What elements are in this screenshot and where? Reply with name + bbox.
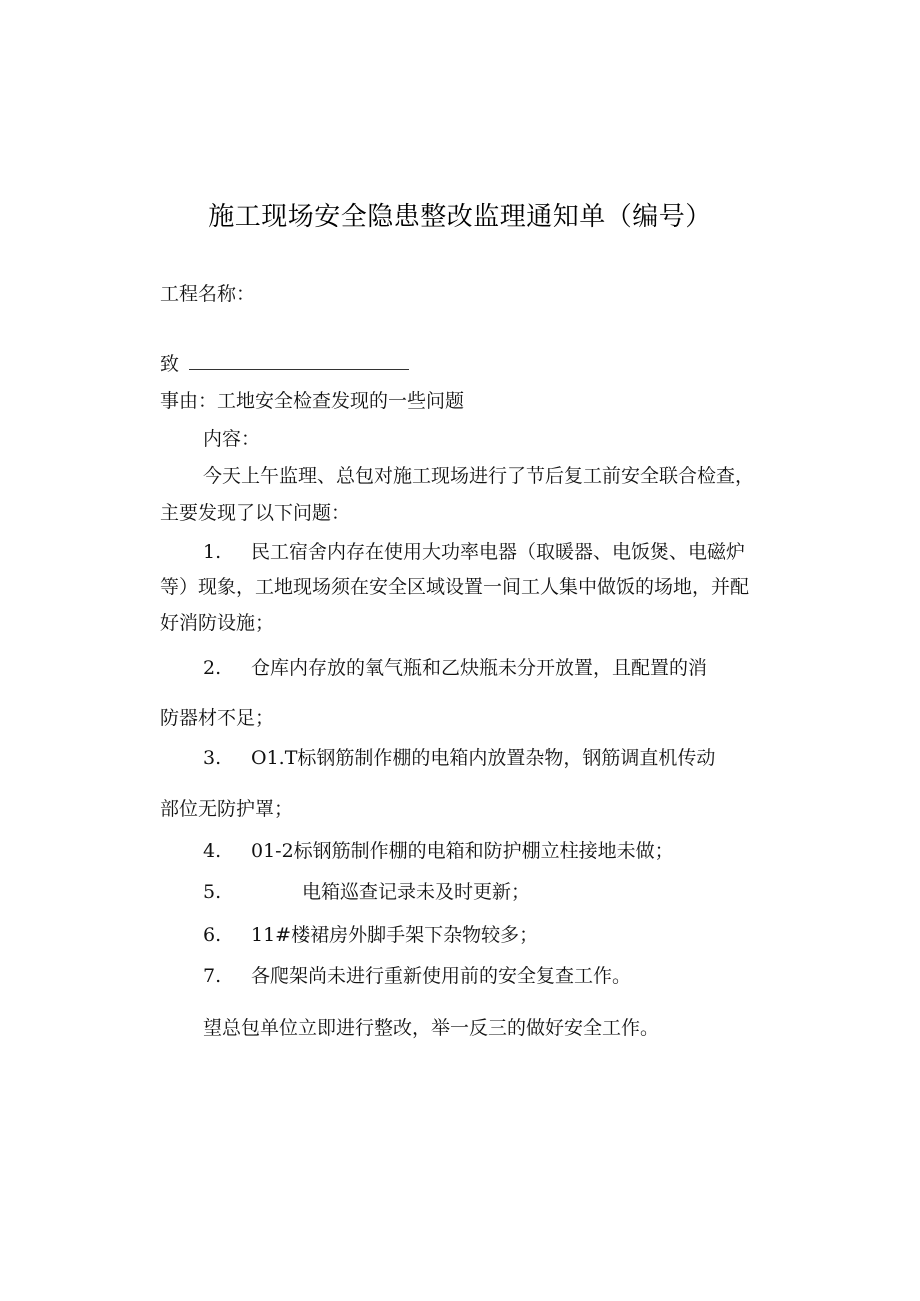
item-1-number: 1. bbox=[203, 541, 222, 563]
item-1-line-2: 等）现象，工地现场须在安全区域设置一间工人集中做饭的场地，并配 bbox=[160, 576, 750, 598]
item-5-line-1: 电箱巡查记录未及时更新； bbox=[302, 881, 531, 903]
recipient-line bbox=[160, 351, 409, 377]
item-7-number: 7. bbox=[203, 965, 222, 987]
intro-text-line-1: 今天上午监理、总包对施工现场进行了节后复工前安全联合检查， bbox=[203, 465, 755, 487]
item-6-number: 6. bbox=[203, 924, 222, 946]
item-2-line-2: 防器材不足； bbox=[160, 707, 275, 729]
project-name-label: 工程名称： bbox=[160, 283, 256, 305]
closing-text: 望总包单位立即进行整改，举一反三的做好安全工作。 bbox=[203, 1017, 660, 1039]
content-label: 内容： bbox=[203, 428, 261, 450]
recipient-blank bbox=[189, 351, 409, 370]
intro-text-line-2: 主要发现了以下问题： bbox=[160, 502, 351, 524]
item-6-line-1: 11#楼裙房外脚手架下杂物较多； bbox=[251, 924, 539, 946]
item-4-line-1: 01-2标钢筋制作棚的电箱和防护棚立柱接地未做； bbox=[251, 840, 674, 862]
item-1-line-1: 民工宿舍内存在使用大功率电器（取暖器、电饭煲、电磁炉 bbox=[251, 541, 746, 563]
item-4-number: 4. bbox=[203, 840, 222, 862]
document-title: 施工现场安全隐患整改监理通知单（编号） bbox=[208, 202, 712, 232]
item-3-line-2: 部位无防护罩； bbox=[160, 798, 294, 820]
item-2-number: 2. bbox=[203, 657, 222, 679]
item-3-line-1: O1.T标钢筋制作棚的电箱内放置杂物，钢筋调直机传动 bbox=[251, 747, 716, 769]
item-3-number: 3. bbox=[203, 747, 222, 769]
item-5-number: 5. bbox=[203, 881, 222, 903]
to-label: 致 bbox=[160, 353, 180, 375]
item-2-line-1: 仓库内存放的氧气瓶和乙炔瓶未分开放置，且配置的消 bbox=[251, 657, 708, 679]
subject-line: 事由：工地安全检查发现的一些问题 bbox=[160, 390, 465, 412]
item-1-line-3: 好消防设施； bbox=[160, 612, 275, 634]
item-7-line-1: 各爬架尚未进行重新使用前的安全复查工作。 bbox=[251, 965, 632, 987]
